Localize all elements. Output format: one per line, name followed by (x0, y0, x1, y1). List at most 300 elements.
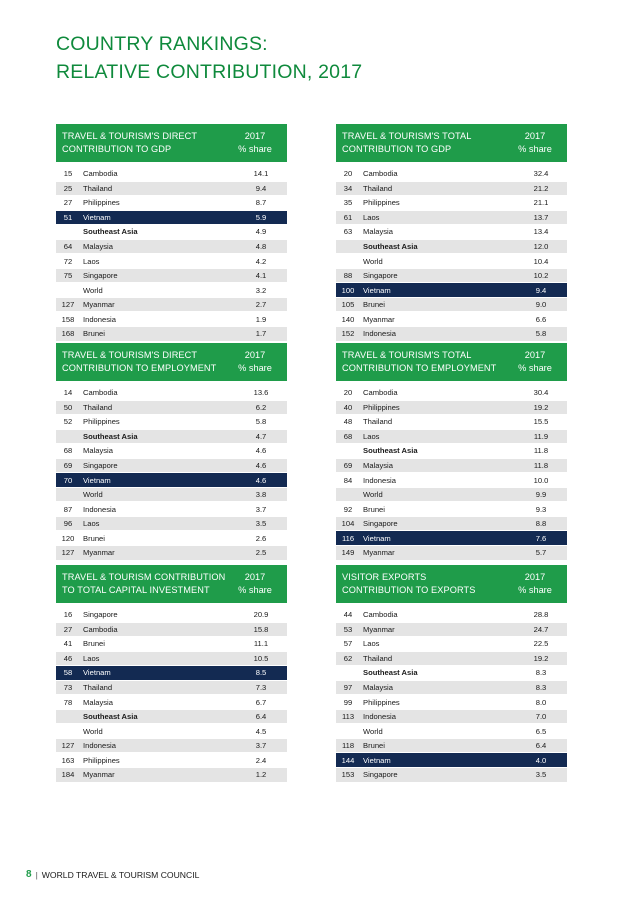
row-country: Myanmar (363, 314, 395, 324)
table-row (56, 488, 287, 503)
row-country: Southeast Asia (363, 242, 418, 251)
row-country: Thailand (83, 183, 113, 193)
panel-year: 2017 (244, 130, 266, 141)
panel-header (336, 565, 567, 603)
table-row (336, 531, 567, 546)
row-country: Myanmar (363, 548, 395, 558)
row-country: Vietnam (83, 475, 111, 485)
table-row (336, 415, 567, 430)
table-row (56, 637, 287, 652)
row-value: 10.0 (533, 475, 549, 485)
panel-year-header (229, 130, 281, 157)
table-row (56, 211, 287, 226)
table-row (336, 240, 567, 255)
table-row (56, 753, 287, 768)
row-value: 14.1 (253, 169, 269, 179)
row-country: Indonesia (363, 329, 396, 339)
row-value: 8.3 (535, 683, 547, 692)
row-country: Indonesia (83, 504, 116, 514)
panel-title (342, 349, 509, 376)
row-country: Laos (83, 256, 100, 266)
ranking-table (336, 608, 567, 783)
row-value: 12.0 (533, 242, 549, 251)
row-value: 11.1 (253, 639, 269, 649)
table-row (336, 283, 567, 298)
row-value: 3.8 (255, 490, 267, 500)
row-value: 1.9 (255, 314, 267, 324)
row-value: 10.2 (533, 271, 549, 281)
table-row (56, 681, 287, 696)
table-row (336, 488, 567, 503)
row-value: 4.8 (255, 242, 267, 251)
panel-title-line1: TRAVEL & TOURISM'S TOTAL (342, 349, 472, 360)
table-row (336, 167, 567, 182)
row-value: 4.6 (255, 475, 267, 485)
row-value: 32.4 (533, 169, 549, 179)
panel-title-line1: TRAVEL & TOURISM'S TOTAL (342, 130, 472, 141)
row-value: 13.7 (533, 212, 549, 222)
row-country: Cambodia (363, 169, 398, 179)
row-value: 11.9 (533, 431, 549, 441)
row-rank: 168 (61, 329, 75, 339)
row-country: Laos (363, 212, 380, 222)
row-country: World (83, 285, 103, 295)
table-row (56, 401, 287, 416)
row-country: Brunei (363, 300, 385, 310)
panel-title-line2: TO TOTAL CAPITAL INVESTMENT (62, 585, 210, 595)
page-title-line1: COUNTRY RANKINGS: (56, 33, 268, 55)
row-country: Thailand (363, 183, 393, 193)
row-rank: 58 (63, 668, 73, 678)
ranking-table (336, 167, 567, 342)
row-country: Laos (83, 519, 100, 529)
table-row (56, 459, 287, 474)
row-country: Laos (363, 431, 380, 441)
row-country: Vietnam (83, 668, 111, 678)
row-rank: 152 (341, 329, 355, 339)
row-value: 6.2 (255, 402, 267, 412)
panel-title (342, 130, 509, 157)
panel-title-line2: CONTRIBUTION TO GDP (342, 144, 452, 154)
row-value: 6.4 (535, 741, 547, 751)
row-rank: 73 (63, 683, 73, 692)
table-row (336, 430, 567, 445)
table-row (336, 182, 567, 197)
row-country: Indonesia (363, 712, 396, 722)
row-value: 4.1 (255, 271, 267, 281)
table-row (56, 254, 287, 269)
row-value: 11.8 (533, 446, 549, 456)
row-rank: 116 (341, 533, 355, 543)
table-row (56, 283, 287, 298)
row-rank: 78 (63, 697, 73, 707)
table-row (336, 459, 567, 474)
row-value: 3.7 (255, 504, 267, 514)
row-country: Thailand (83, 683, 113, 692)
panel-year-header (509, 349, 561, 376)
table-row (56, 517, 287, 532)
row-country: Southeast Asia (363, 446, 418, 456)
table-row (56, 196, 287, 211)
row-rank: 57 (343, 639, 353, 649)
table-row (56, 739, 287, 754)
table-row (56, 724, 287, 739)
row-rank: 120 (61, 533, 75, 543)
row-value: 5.8 (255, 417, 267, 427)
row-value: 24.7 (533, 624, 549, 634)
row-country: Philippines (83, 755, 120, 765)
table-row (56, 298, 287, 313)
row-country: Indonesia (363, 475, 396, 485)
row-rank: 87 (63, 504, 73, 514)
row-country: Malaysia (83, 242, 113, 251)
row-country: Myanmar (83, 770, 115, 780)
row-country: World (363, 726, 383, 736)
row-rank: 16 (63, 610, 73, 620)
panel-unit: % share (518, 144, 552, 154)
table-row (336, 753, 567, 768)
row-country: Myanmar (363, 624, 395, 634)
row-country: Myanmar (83, 300, 115, 310)
ranking-panel-total-gdp (336, 124, 567, 342)
row-country: Brunei (83, 639, 105, 649)
panel-unit: % share (518, 363, 552, 373)
row-country: World (83, 490, 103, 500)
row-country: Brunei (363, 504, 385, 514)
row-rank: 50 (63, 402, 73, 412)
row-value: 21.2 (533, 183, 549, 193)
panel-unit: % share (238, 144, 272, 154)
row-value: 9.9 (535, 490, 547, 500)
row-value: 7.3 (255, 683, 267, 692)
table-row (56, 710, 287, 725)
table-row (56, 531, 287, 546)
row-value: 19.2 (533, 653, 549, 663)
row-rank: 48 (343, 417, 353, 427)
row-rank: 97 (343, 683, 353, 692)
row-country: Cambodia (363, 610, 398, 620)
row-value: 1.7 (255, 329, 267, 339)
row-country: Thailand (363, 417, 393, 427)
row-rank: 20 (343, 388, 353, 398)
row-rank: 62 (343, 653, 353, 663)
row-value: 9.0 (535, 300, 547, 310)
row-rank: 64 (63, 242, 73, 251)
row-value: 4.0 (535, 755, 547, 765)
table-row (336, 298, 567, 313)
row-rank: 92 (343, 504, 353, 514)
row-value: 6.6 (535, 314, 547, 324)
row-rank: 153 (341, 770, 355, 780)
row-value: 4.6 (255, 461, 267, 470)
page-footer (26, 869, 199, 880)
panel-title-line2: CONTRIBUTION TO EMPLOYMENT (62, 363, 217, 373)
row-rank: 25 (63, 183, 73, 193)
row-value: 15.5 (533, 417, 549, 427)
panel-year-header (229, 349, 281, 376)
row-rank: 75 (63, 271, 73, 281)
table-row (56, 269, 287, 284)
row-country: Southeast Asia (83, 712, 138, 722)
row-rank: 53 (343, 624, 353, 634)
row-country: Cambodia (363, 388, 398, 398)
footer-separator: | (35, 869, 38, 880)
row-country: Vietnam (363, 755, 391, 765)
panel-year-header (229, 571, 281, 598)
row-value: 2.6 (255, 533, 267, 543)
row-value: 15.8 (253, 624, 269, 634)
table-row (336, 710, 567, 725)
row-rank: 163 (61, 755, 75, 765)
row-rank: 35 (343, 198, 353, 208)
row-country: Laos (363, 639, 380, 649)
row-value: 10.5 (253, 653, 269, 663)
row-rank: 127 (61, 548, 75, 558)
row-value: 11.8 (533, 461, 549, 470)
row-value: 8.3 (535, 668, 547, 678)
panel-year: 2017 (244, 349, 266, 360)
ranking-panel-total-employment (336, 343, 567, 561)
row-value: 9.3 (535, 504, 547, 514)
row-country: Singapore (363, 271, 398, 281)
row-value: 6.7 (255, 697, 267, 707)
row-value: 28.8 (533, 610, 549, 620)
panel-unit: % share (238, 363, 272, 373)
row-country: Cambodia (83, 388, 118, 398)
panel-unit: % share (238, 585, 272, 595)
row-rank: 99 (343, 697, 353, 707)
row-country: Singapore (363, 519, 398, 529)
row-country: World (363, 256, 383, 266)
row-country: Vietnam (363, 285, 391, 295)
row-country: Brunei (363, 741, 385, 751)
panel-title-line2: CONTRIBUTION TO EXPORTS (342, 585, 476, 595)
ranking-table (56, 386, 287, 561)
row-rank: 113 (341, 712, 355, 722)
row-rank: 51 (63, 212, 73, 222)
row-value: 13.6 (253, 388, 269, 398)
row-country: Indonesia (83, 314, 116, 324)
row-rank: 140 (341, 314, 355, 324)
panel-title-line1: VISITOR EXPORTS (342, 571, 427, 582)
panel-title-line1: TRAVEL & TOURISM'S DIRECT (62, 130, 198, 141)
row-country: Philippines (83, 198, 120, 208)
row-rank: 158 (61, 314, 75, 324)
table-row (336, 401, 567, 416)
row-rank: 88 (343, 271, 353, 281)
row-value: 2.7 (255, 300, 267, 310)
row-rank: 68 (343, 431, 353, 441)
row-rank: 27 (63, 198, 73, 208)
table-row (336, 444, 567, 459)
row-value: 9.4 (535, 285, 547, 295)
row-value: 20.9 (253, 610, 269, 620)
row-rank: 52 (63, 417, 73, 427)
row-value: 4.7 (255, 431, 267, 441)
row-rank: 61 (343, 212, 353, 222)
row-country: Southeast Asia (83, 227, 138, 237)
panel-title-line2: CONTRIBUTION TO GDP (62, 144, 172, 154)
row-rank: 72 (63, 256, 73, 266)
table-row (56, 473, 287, 488)
table-row (336, 666, 567, 681)
ranking-panel-direct-gdp (56, 124, 287, 342)
footer-organization: WORLD TRAVEL & TOURISM COUNCIL (41, 869, 200, 880)
row-value: 5.8 (535, 329, 547, 339)
panel-title (342, 571, 509, 598)
row-rank: 105 (341, 300, 355, 310)
row-country: Malaysia (363, 683, 393, 692)
row-value: 4.9 (255, 227, 267, 237)
row-value: 4.6 (255, 446, 267, 456)
row-rank: 149 (341, 548, 355, 558)
row-country: Brunei (83, 533, 105, 543)
table-row (336, 546, 567, 561)
row-rank: 15 (63, 169, 73, 179)
table-row (336, 517, 567, 532)
table-row (336, 254, 567, 269)
row-country: Cambodia (83, 169, 118, 179)
table-row (56, 327, 287, 342)
panel-year: 2017 (244, 571, 266, 582)
row-country: Vietnam (83, 212, 111, 222)
row-rank: 68 (63, 446, 73, 456)
row-country: Thailand (363, 653, 393, 663)
panel-header (56, 343, 287, 381)
table-row (336, 269, 567, 284)
row-value: 1.2 (255, 770, 267, 780)
table-row (56, 182, 287, 197)
panel-year: 2017 (524, 349, 546, 360)
table-row (336, 225, 567, 240)
row-rank: 127 (61, 741, 75, 751)
row-value: 5.9 (255, 212, 267, 222)
panel-header (336, 343, 567, 381)
row-country: Philippines (83, 417, 120, 427)
table-row (56, 502, 287, 517)
table-row (56, 546, 287, 561)
row-rank: 144 (341, 755, 355, 765)
row-value: 3.7 (255, 741, 267, 751)
row-value: 6.5 (535, 726, 547, 736)
table-row (336, 196, 567, 211)
table-row (56, 695, 287, 710)
row-country: Malaysia (83, 446, 113, 456)
row-country: Indonesia (83, 741, 116, 751)
page-number: 8 (26, 869, 32, 880)
row-rank: 41 (63, 639, 73, 649)
row-value: 2.5 (255, 548, 267, 558)
row-rank: 104 (341, 519, 355, 529)
panel-title (62, 571, 229, 598)
row-rank: 70 (63, 475, 73, 485)
row-value: 22.5 (533, 639, 549, 649)
row-value: 8.5 (255, 668, 267, 678)
page-title-line2: RELATIVE CONTRIBUTION, 2017 (56, 61, 363, 83)
table-row (56, 623, 287, 638)
panel-year: 2017 (524, 571, 546, 582)
row-country: Singapore (83, 271, 118, 281)
row-value: 19.2 (533, 402, 549, 412)
row-value: 4.5 (255, 726, 267, 736)
row-country: Singapore (363, 770, 398, 780)
row-rank: 20 (343, 169, 353, 179)
table-row (56, 386, 287, 401)
row-rank: 127 (61, 300, 75, 310)
table-row (336, 502, 567, 517)
row-country: Myanmar (83, 548, 115, 558)
row-country: Malaysia (83, 697, 113, 707)
ranking-table (56, 608, 287, 783)
table-row (336, 211, 567, 226)
table-row (56, 225, 287, 240)
ranking-table (56, 167, 287, 342)
ranking-table (336, 386, 567, 561)
table-row (56, 240, 287, 255)
row-rank: 14 (63, 388, 73, 398)
row-value: 8.7 (255, 198, 267, 208)
row-value: 5.7 (535, 548, 547, 558)
row-country: World (83, 726, 103, 736)
panel-title (62, 349, 229, 376)
row-value: 30.4 (533, 388, 549, 398)
table-row (56, 444, 287, 459)
row-value: 13.4 (533, 227, 549, 237)
panel-unit: % share (518, 585, 552, 595)
row-country: Malaysia (363, 227, 393, 237)
table-row (56, 608, 287, 623)
panel-header (56, 565, 287, 603)
row-value: 6.4 (255, 712, 267, 722)
panel-title-line1: TRAVEL & TOURISM'S DIRECT (62, 349, 198, 360)
table-row (336, 724, 567, 739)
row-rank: 118 (341, 741, 355, 751)
row-country: Southeast Asia (83, 431, 138, 441)
row-rank: 44 (343, 610, 353, 620)
panel-title-line2: CONTRIBUTION TO EMPLOYMENT (342, 363, 497, 373)
table-row (336, 637, 567, 652)
row-value: 4.2 (255, 256, 267, 266)
panel-header (336, 124, 567, 162)
row-country: Philippines (363, 697, 400, 707)
row-rank: 69 (343, 461, 353, 470)
row-rank: 84 (343, 475, 353, 485)
panel-year: 2017 (524, 130, 546, 141)
row-value: 3.5 (255, 519, 267, 529)
row-country: Thailand (83, 402, 113, 412)
row-country: Brunei (83, 329, 105, 339)
table-row (336, 768, 567, 783)
row-country: Vietnam (363, 533, 391, 543)
table-row (336, 312, 567, 327)
ranking-panel-visitor-exports (336, 565, 567, 783)
row-country: Philippines (363, 402, 400, 412)
table-row (56, 415, 287, 430)
row-value: 10.4 (533, 256, 549, 266)
row-value: 8.8 (535, 519, 547, 529)
row-rank: 34 (343, 183, 353, 193)
table-row (56, 666, 287, 681)
row-country: Laos (83, 653, 100, 663)
table-row (336, 608, 567, 623)
row-value: 7.6 (535, 533, 547, 543)
row-value: 9.4 (255, 183, 267, 193)
table-row (336, 695, 567, 710)
row-value: 7.0 (535, 712, 547, 722)
table-row (336, 623, 567, 638)
table-row (336, 327, 567, 342)
table-row (56, 768, 287, 783)
